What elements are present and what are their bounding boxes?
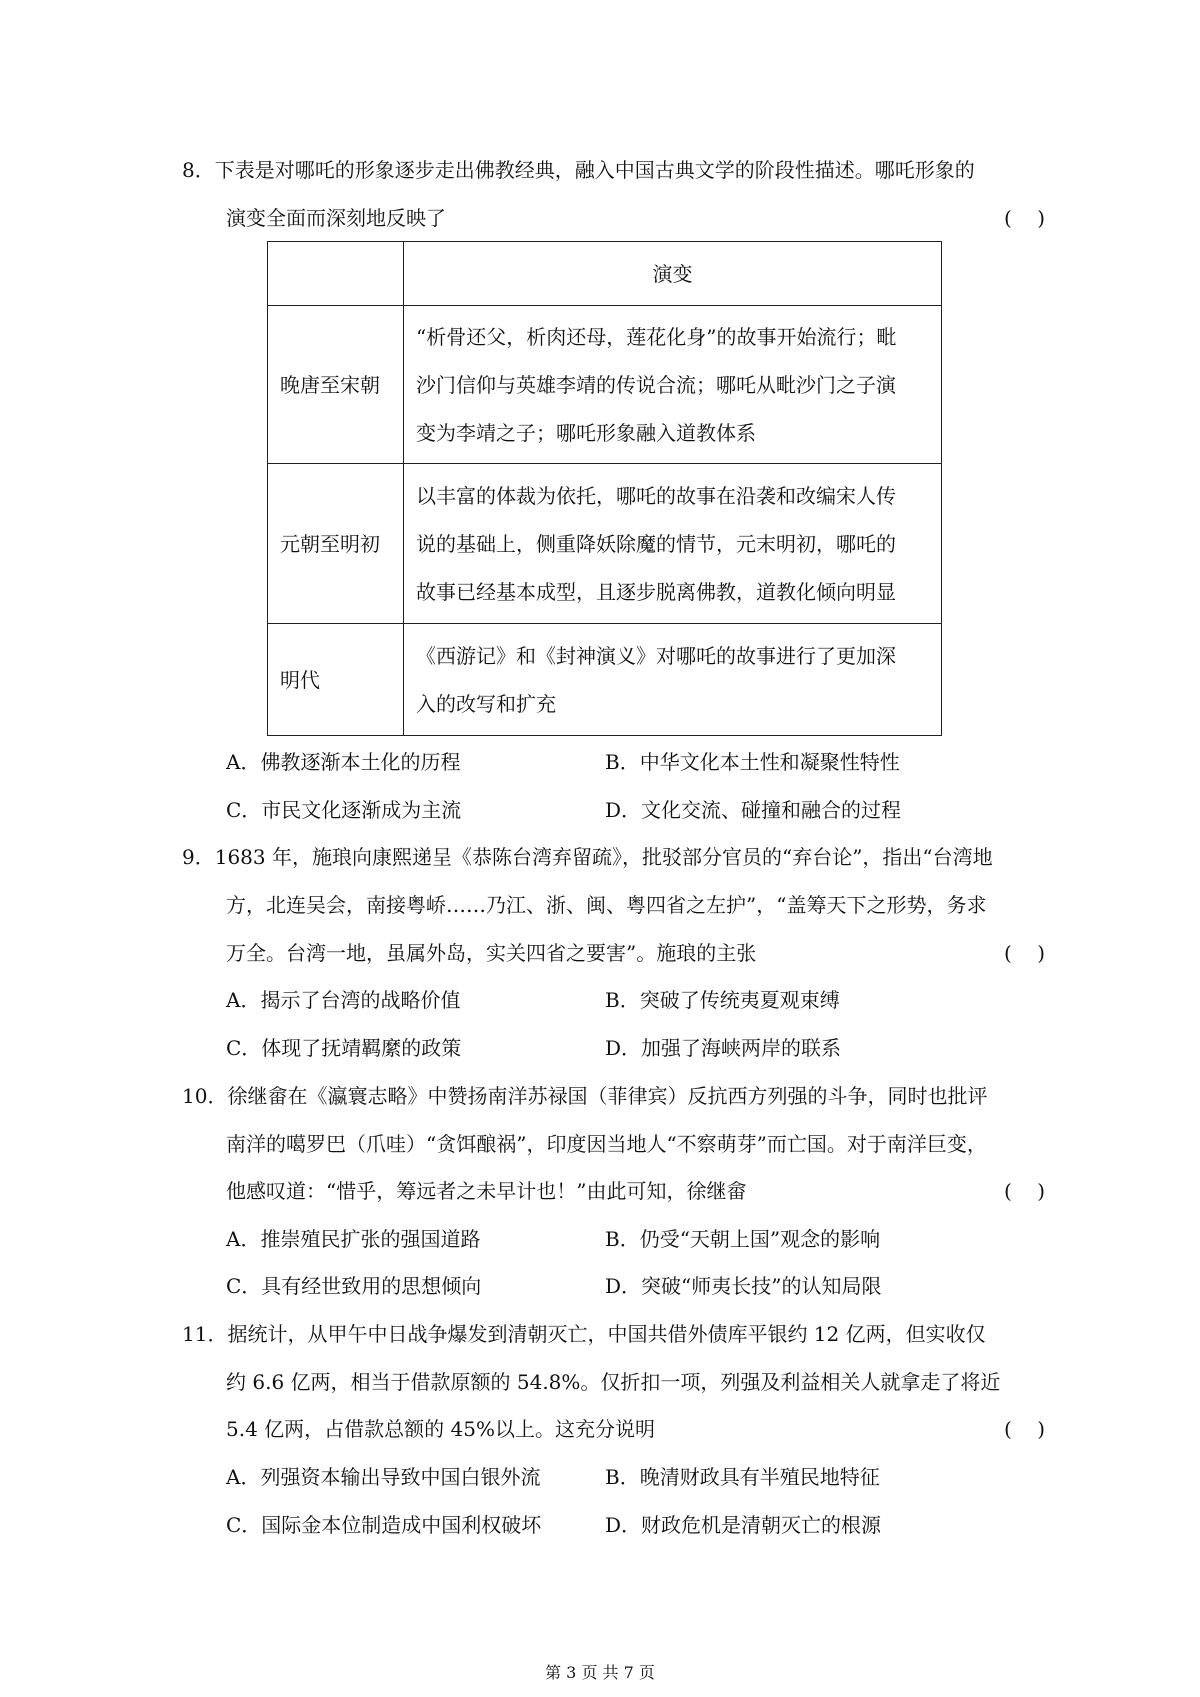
q8-option-c: C．市民文化逐渐成为主流 [226, 798, 462, 822]
page-number-footer: 第 3 页 共 7 页 [545, 1663, 655, 1682]
table-desc-line: 沙门信仰与英雄李靖的传说合流；哪吒从毗沙门之子演 [416, 372, 896, 397]
q8-answer-parentheses: ( ) [1004, 206, 1046, 230]
q11-option-c: C．国际金本位制造成中国利权破坏 [226, 1513, 542, 1537]
q10-option-d: D．突破“师夷长技”的认知局限 [605, 1274, 882, 1298]
table-row [268, 464, 942, 624]
table-era-cell: 元朝至明初 [268, 464, 404, 624]
q8-stem-line-2: 演变全面而深刻地反映了 [226, 206, 446, 230]
q10-option-a: A．推崇殖民扩张的强国道路 [226, 1227, 481, 1251]
q11-option-d: D．财政危机是清朝灭亡的根源 [605, 1513, 882, 1537]
q9-stem-line-3: 万全。台湾一地，虽属外岛，实关四省之要害”。施琅的主张 [226, 941, 757, 965]
q8-option-d: D．文化交流、碰撞和融合的过程 [605, 798, 902, 822]
table-desc-cell [404, 464, 942, 624]
table-desc-cell [404, 624, 942, 736]
table-desc-line: 变为李靖之子；哪吒形象融入道教体系 [416, 420, 756, 445]
table-era-cell: 明代 [268, 624, 404, 736]
table-desc-line: 《西游记》和《封神演义》对哪吒的故事进行了更加深 [416, 643, 896, 668]
q8-option-a: A．佛教逐渐本土化的历程 [226, 750, 461, 774]
q11-stem-line-3: 5.4 亿两，占借款总额的 45%以上。这充分说明 [226, 1417, 655, 1441]
q9-stem-line-1: 9．1683 年，施琅向康熙递呈《恭陈台湾弃留疏》，批驳部分官员的“弃台论”，指出“台湾地 [182, 845, 993, 869]
table-desc-cell [404, 306, 942, 464]
q10-option-c: C．具有经世致用的思想倾向 [226, 1274, 482, 1298]
q10-option-b: B．仍受“天朝上国”观念的影响 [605, 1227, 881, 1251]
q10-stem-line-1: 10．徐继畲在《瀛寰志略》中赞扬南洋苏禄国（菲律宾）反抗西方列强的斗争，同时也批评 [182, 1084, 988, 1108]
table-desc-line: 入的改写和扩充 [416, 691, 556, 716]
table-desc-line: 以丰富的体裁为依托，哪吒的故事在沿袭和改编宋人传 [416, 483, 896, 508]
table-era-cell: 晚唐至宋朝 [268, 306, 404, 464]
q10-stem-line-2: 南洋的噶罗巴（爪哇）“贪饵酿祸”，印度因当地人“不察萌芽”而亡国。对于南洋巨变， [226, 1132, 987, 1156]
table-header-evolution: 演变 [404, 242, 942, 306]
q11-option-b: B．晚清财政具有半殖民地特征 [605, 1465, 880, 1489]
q11-option-a: A．列强资本输出导致中国白银外流 [226, 1465, 541, 1489]
q8-evolution-table [267, 241, 942, 736]
q11-stem-line-2: 约 6.6 亿两，相当于借款原额的 54.8%。仅折扣一项，列强及利益相关人就拿走了将近 [226, 1370, 1001, 1394]
q9-option-c: C．体现了抚靖羁縻的政策 [226, 1036, 462, 1060]
q8-stem-line-1: 8．下表是对哪吒的形象逐步走出佛教经典，融入中国古典文学的阶段性描述。哪吒形象的 [182, 158, 975, 182]
q10-answer-parentheses: ( ) [1004, 1179, 1046, 1203]
q9-option-d: D．加强了海峡两岸的联系 [605, 1036, 842, 1060]
table-row [268, 306, 942, 464]
q9-stem-line-2: 方，北连吴会，南接粤峤……乃江、浙、闽、粤四省之左护”，“盖筹天下之形势，务求 [226, 893, 987, 917]
q11-stem-line-1: 11．据统计，从甲午中日战争爆发到清朝灭亡，中国共借外债库平银约 12 亿两，但实收仅 [182, 1322, 986, 1346]
table-desc-line: “析骨还父，析肉还母，莲花化身”的故事开始流行；毗 [416, 324, 897, 349]
q9-option-b: B．突破了传统夷夏观束缚 [605, 988, 840, 1012]
table-header-row [268, 242, 942, 306]
table-header-blank [268, 242, 404, 306]
q11-answer-parentheses: ( ) [1004, 1417, 1046, 1441]
q8-option-b: B．中华文化本土性和凝聚性特性 [605, 750, 900, 774]
table-desc-line: 故事已经基本成型，且逐步脱离佛教，道教化倾向明显 [416, 579, 896, 604]
table-row [268, 624, 942, 736]
q10-stem-line-3: 他感叹道：“惜乎，筹远者之未早计也！”由此可知，徐继畲 [226, 1179, 747, 1203]
table-desc-line: 说的基础上，侧重降妖除魔的情节，元末明初，哪吒的 [416, 531, 896, 556]
q9-answer-parentheses: ( ) [1004, 941, 1046, 965]
q9-option-a: A．揭示了台湾的战略价值 [226, 988, 461, 1012]
